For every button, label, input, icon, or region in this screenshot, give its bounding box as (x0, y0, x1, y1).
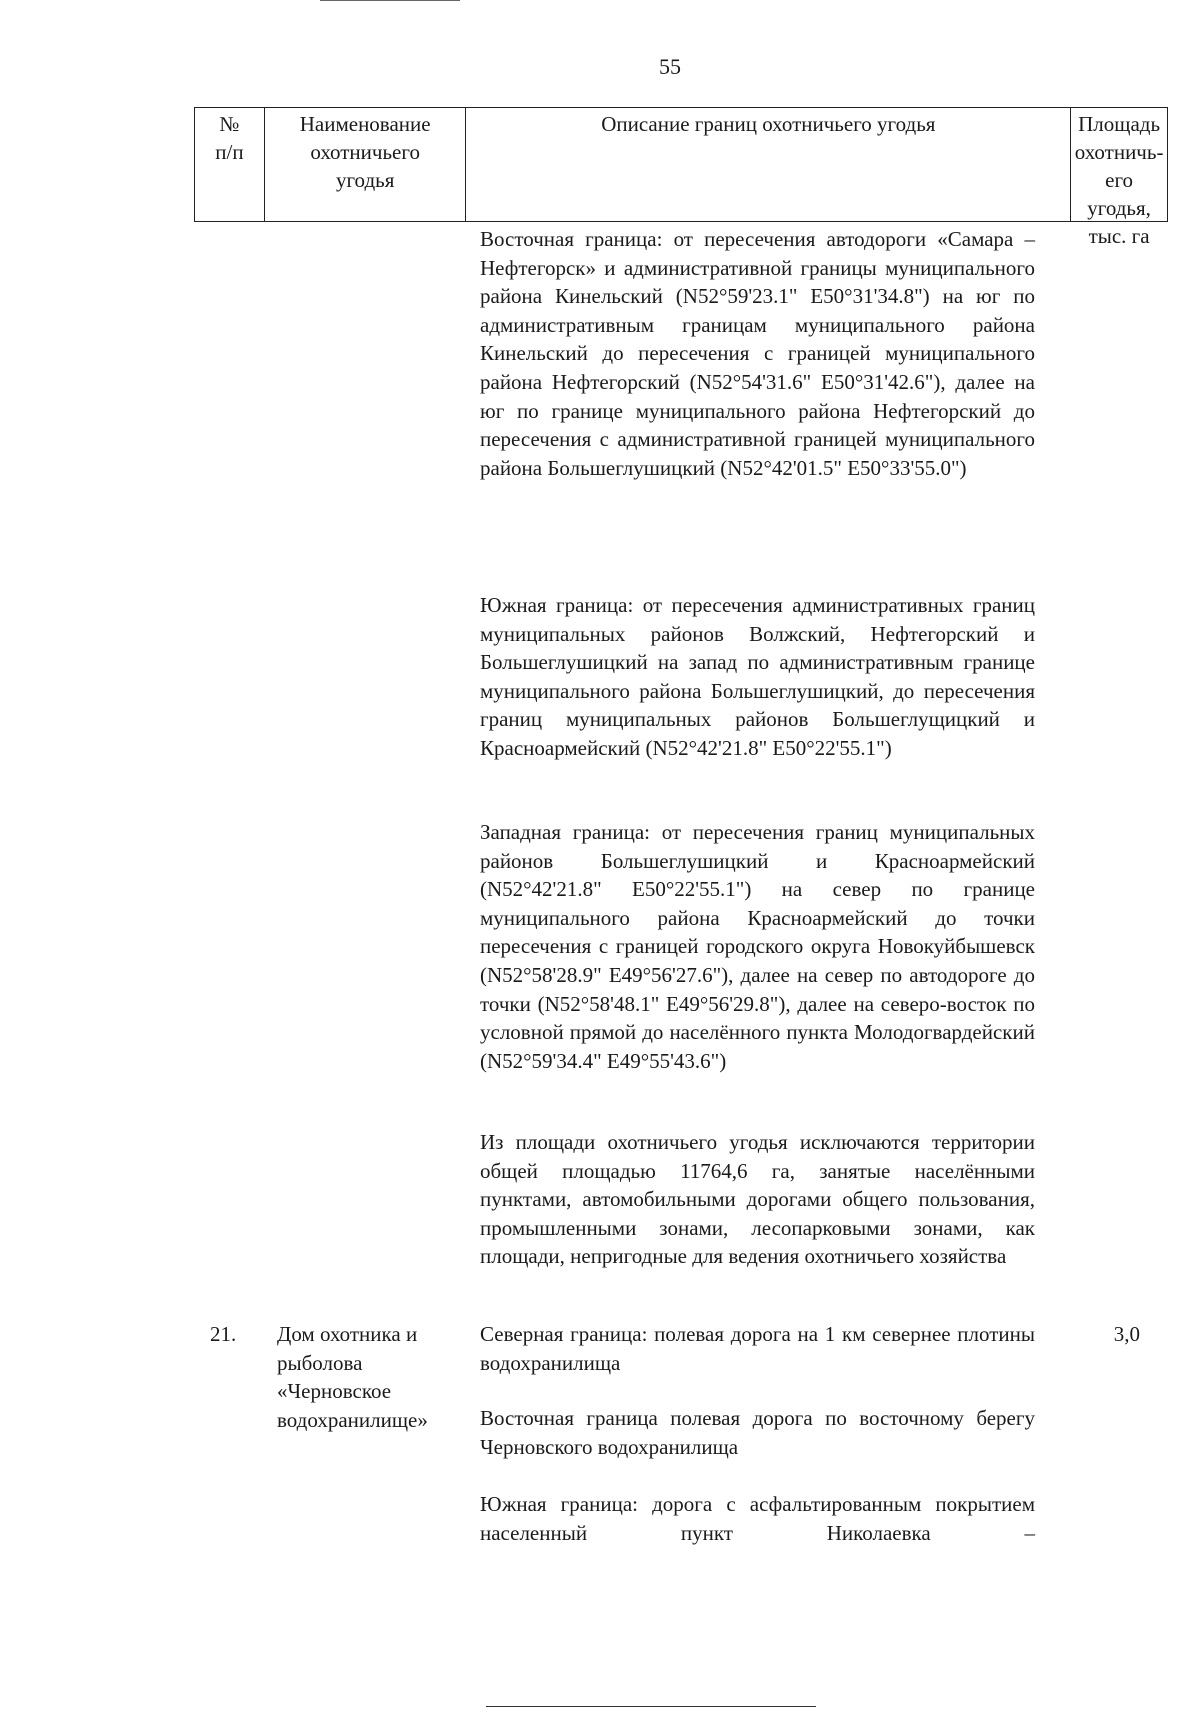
bottom-edge-line (486, 1706, 816, 1707)
top-edge-line (320, 0, 460, 1)
header-col-number: № п/п (195, 108, 265, 221)
row-21-area: 3,0 (1113, 1322, 1140, 1346)
row-21-number: 21. (210, 1322, 237, 1346)
header-col-area: Площадь охотничь- его угодья, тыс. га (1074, 112, 1164, 248)
south-boundary-paragraph (480, 591, 1035, 763)
exclusion-text: Из площади охотничьего угодья исключаются территории общей площадью 11764,6 га, занятые населёнными пунктами, автомобильными дорогами общего пользования, промышленными зонами, лесопарковыми зонами, как площади, непригодные для ведения охотничьего хозяйства (480, 1130, 1035, 1269)
header-col-description: Описание границ охотничьего угодья (466, 108, 1071, 221)
south-boundary-text: Южная граница: от пересечения административных границ муниципальных районов Волжский, Нефтегорский и Большеглушицкий на запад по административным границе муниципального района Большеглушицкий, до пересечения границ муниципальных районов Большеглущицкий и Красноармейский (N52°42'21.8" E50°22'55.1") (480, 593, 1035, 760)
row-21-name: Дом охотника и рыболова «Черновское водохранилище» (277, 1322, 428, 1432)
page-number: 55 (659, 54, 681, 79)
row-21-south-paragraph (480, 1490, 1035, 1547)
west-boundary-text: Западная граница: от пересечения границ муниципальных районов Большеглушицкий и Красноармейский (N52°42'21.8" E50°22'55.1") на север по границе муниципального района Красноармейский до точки пересечения с границей городского округа Новокуйбышевск (N52°58'28.9" E49°56'27.6"), далее на север по автодороге до точки (N52°58'48.1" E49°56'29.8"), далее на северо-восток по условной прямой до населённого пункта Молодогвардейский (N52°59'34.4" E49°55'43.6") (480, 820, 1035, 1073)
row-21-south-text: Южная граница: дорога с асфальтированным покрытием населенный пункт Николаевка – (480, 1492, 1035, 1545)
row-21-north-paragraph (480, 1320, 1035, 1377)
east-boundary-text: Восточная граница: от пересечения автодороги «Самара – Нефтегорск» и административной границы муниципального района Кинельский (N52°59'23.1" E50°31'34.8") на юг по административным границам муниципального района Кинельский до пересечения с границей муниципального района Нефтегорский (N52°54'31.6" E50°31'42.6"), далее на юг по границе муниципального района Нефтегорский до пересечения с административной границей муниципального района Большеглушицкий (N52°42'01.5" E50°33'55.0") (480, 227, 1035, 480)
row-21-east-text: Восточная граница полевая дорога по восточному берегу Черновского водохранилища (480, 1406, 1035, 1459)
east-boundary-paragraph (480, 225, 1035, 482)
header-col-name: Наименование охотничьего угодья (265, 108, 467, 221)
exclusion-paragraph (480, 1128, 1035, 1271)
row-21-north-text: Северная граница: полевая дорога на 1 км севернее плотины водохранилища (480, 1322, 1035, 1375)
table-header (194, 107, 1168, 248)
row-21-east-paragraph (480, 1404, 1035, 1461)
west-boundary-paragraph (480, 818, 1035, 1075)
